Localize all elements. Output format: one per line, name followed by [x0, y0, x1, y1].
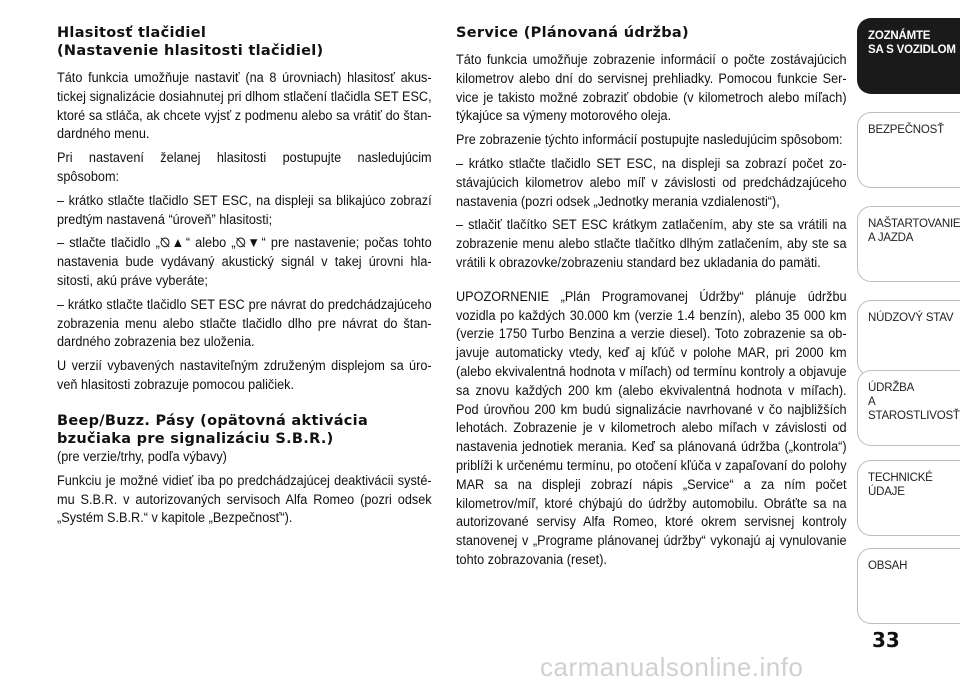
- paragraph: Funkciu je možné vidieť iba po predchádzajúcej deaktivácii systému S.B.R. v autorizovaných servisoch Alfa Romeo (pozri odsek „Systém S.B.R.“ v kapitole „Bezpečnosť“).: [57, 472, 432, 526]
- heading-line: bzučiaka pre signalizáciu S.B.R.): [57, 430, 334, 447]
- heading-line: Beep/Buzz. Pásy (opätovná aktivácia: [57, 412, 369, 429]
- tab-label: BEZPEČNOSŤ: [868, 124, 944, 136]
- watermark: carmanualsonline.info: [540, 652, 804, 682]
- paragraph: – stlačiť tlačítko SET ESC krátkym zatlačením, aby ste sa vrátili na zobrazenie menu alebo stlačte tlačítko dlhým zatlačením, aby ste sa vrátili k obrazovke/zobrazeniu standard bez ukladania do pamäti.: [456, 217, 847, 270]
- section-heading-beep: [57, 412, 433, 448]
- tab-label: NAŠTARTOVANIE A JAZDA: [868, 218, 960, 244]
- paragraph: – stlačte tlačidlo „⦰▲“ alebo „⦰▼“ pre nastavenie; počas tohto nastavenia bude vydávaný akustický signál v takej úrovni hlasitosti, akú práve vyberáte;: [57, 235, 432, 288]
- tab-obsah[interactable]: [857, 548, 960, 624]
- tab-label: OBSAH: [868, 560, 908, 572]
- paragraph: Táto funkcia umožňuje nastaviť (na 8 úrovniach) hlasitosť akustickej signalizácie dosiahnutej pri dlhom stlačení tlačidla SET ESC, ktoré sa stláča, ak chcete vyjsť z podmenu alebo sa vrátiť do štandardného menu.: [57, 70, 432, 142]
- tab-technicke-udaje[interactable]: [857, 460, 960, 536]
- paragraph: – krátko stlačte tlačidlo SET ESC, na displeji sa zobrazí počet zostávajúcich kilometrov alebo míľ v závislosti od predchádzajúceho nastavenia (pozri odsek „Jednotky merania vzdialenosti“),: [456, 155, 847, 209]
- left-column: [57, 24, 433, 533]
- paragraph: Pre zobrazenie týchto informácií postupujte nasledujúcim spôsobom:: [456, 132, 843, 148]
- tab-udrzba-a-starostlivost[interactable]: [857, 370, 960, 446]
- subheading-note: (pre verzie/trhy, podľa výbavy): [57, 448, 227, 464]
- heading-line: (Nastavenie hlasitosti tlačidiel): [57, 43, 324, 59]
- paragraph: – krátko stlačte tlačidlo SET ESC pre návrat do predchádzajúceho zobrazenia menu alebo stlačte tlačidlo dlho pre návrat do štandardného zobrazenia bez uloženia.: [57, 296, 432, 350]
- warning-paragraph: UPOZORNENIE „Plán Programovanej Údržby“ plánuje údržbu vozidla po každých 30.000 km (verzie 1.4 benzín), alebo 35 000 km (verzie 1750 Turbo Benzina a verzie diesel). Toto zobrazenie sa objavuje automaticky vtedy, keď aj kľúč v polohe MAR, pri 2000 km (alebo ekvivalentná hodnota v míľach) od termínu kontroly a objavuje sa znovu každých 200 km (alebo ekvivalentná hodnota v míľach). Pod úrovňou 200 km budú signalizácie navrhované v čo najbližších lehotách. Zobrazenie je v kilometroch alebo míľach v závislosti od nastavenia jednotiek merania. Keď sa plánovaná údržba („kontrola“) priblíži k určenému termínu, po otočení kľúča v zapaľovaní do polohy MAR sa na displeji zobrazí nápis „Service“ a za ním počet kilometrov/míľ, ktoré chýbajú do údržby automobilu. Obráťte sa na autorizované servisy Alfa Romeo, ktoré okrem servisnej kontroly stanovenej v „Programe plánovanej údržby“ vykonajú aj vynulovanie tohto zobrazovania (reset).: [456, 288, 847, 567]
- right-column: [456, 24, 848, 575]
- tab-nudzovy-stav[interactable]: [857, 300, 960, 376]
- section-heading-service: Service (Plánovaná údržba): [456, 25, 689, 41]
- tab-bezpecnost[interactable]: [857, 112, 960, 188]
- tab-label: NÚDZOVÝ STAV: [868, 312, 954, 324]
- tab-label: TECHNICKÉ ÚDAJE: [868, 472, 933, 498]
- paragraph: U verzií vybavených nastaviteľným združeným displejom sa úroveň hlasitosti zobrazuje pomocou paličiek.: [57, 358, 432, 392]
- page-number: 33: [872, 628, 900, 652]
- paragraph: Táto funkcia umožňuje zobrazenie informácií o počte zostávajúcich kilometrov alebo dní do servisnej prehliadky. Pomocou funkcie Service je takisto možné zobraziť obdobie (v kilometroch alebo míľach) týkajúce sa výmeny motorového oleja.: [456, 52, 847, 124]
- tab-nastartovanie-a-jazda[interactable]: [857, 206, 960, 282]
- tab-label: ZOZNÁMTE SA S VOZIDLOM: [868, 30, 956, 56]
- heading-line: Hlasitosť tlačidiel: [57, 25, 207, 41]
- paragraph: – krátko stlačte tlačidlo SET ESC, na displeji sa blikajúco zobrazí predtým nastavená “úroveň” hlasitosti;: [57, 192, 432, 227]
- section-heading-volume: [57, 24, 433, 60]
- tab-label: ÚDRŽBA A STAROSTLIVOSŤ: [868, 382, 960, 422]
- tab-zoznamte-sa-s-vozidlom[interactable]: [857, 18, 960, 94]
- paragraph: Pri nastavení želanej hlasitosti postupujte nasledujúcim spôsobom:: [57, 150, 432, 184]
